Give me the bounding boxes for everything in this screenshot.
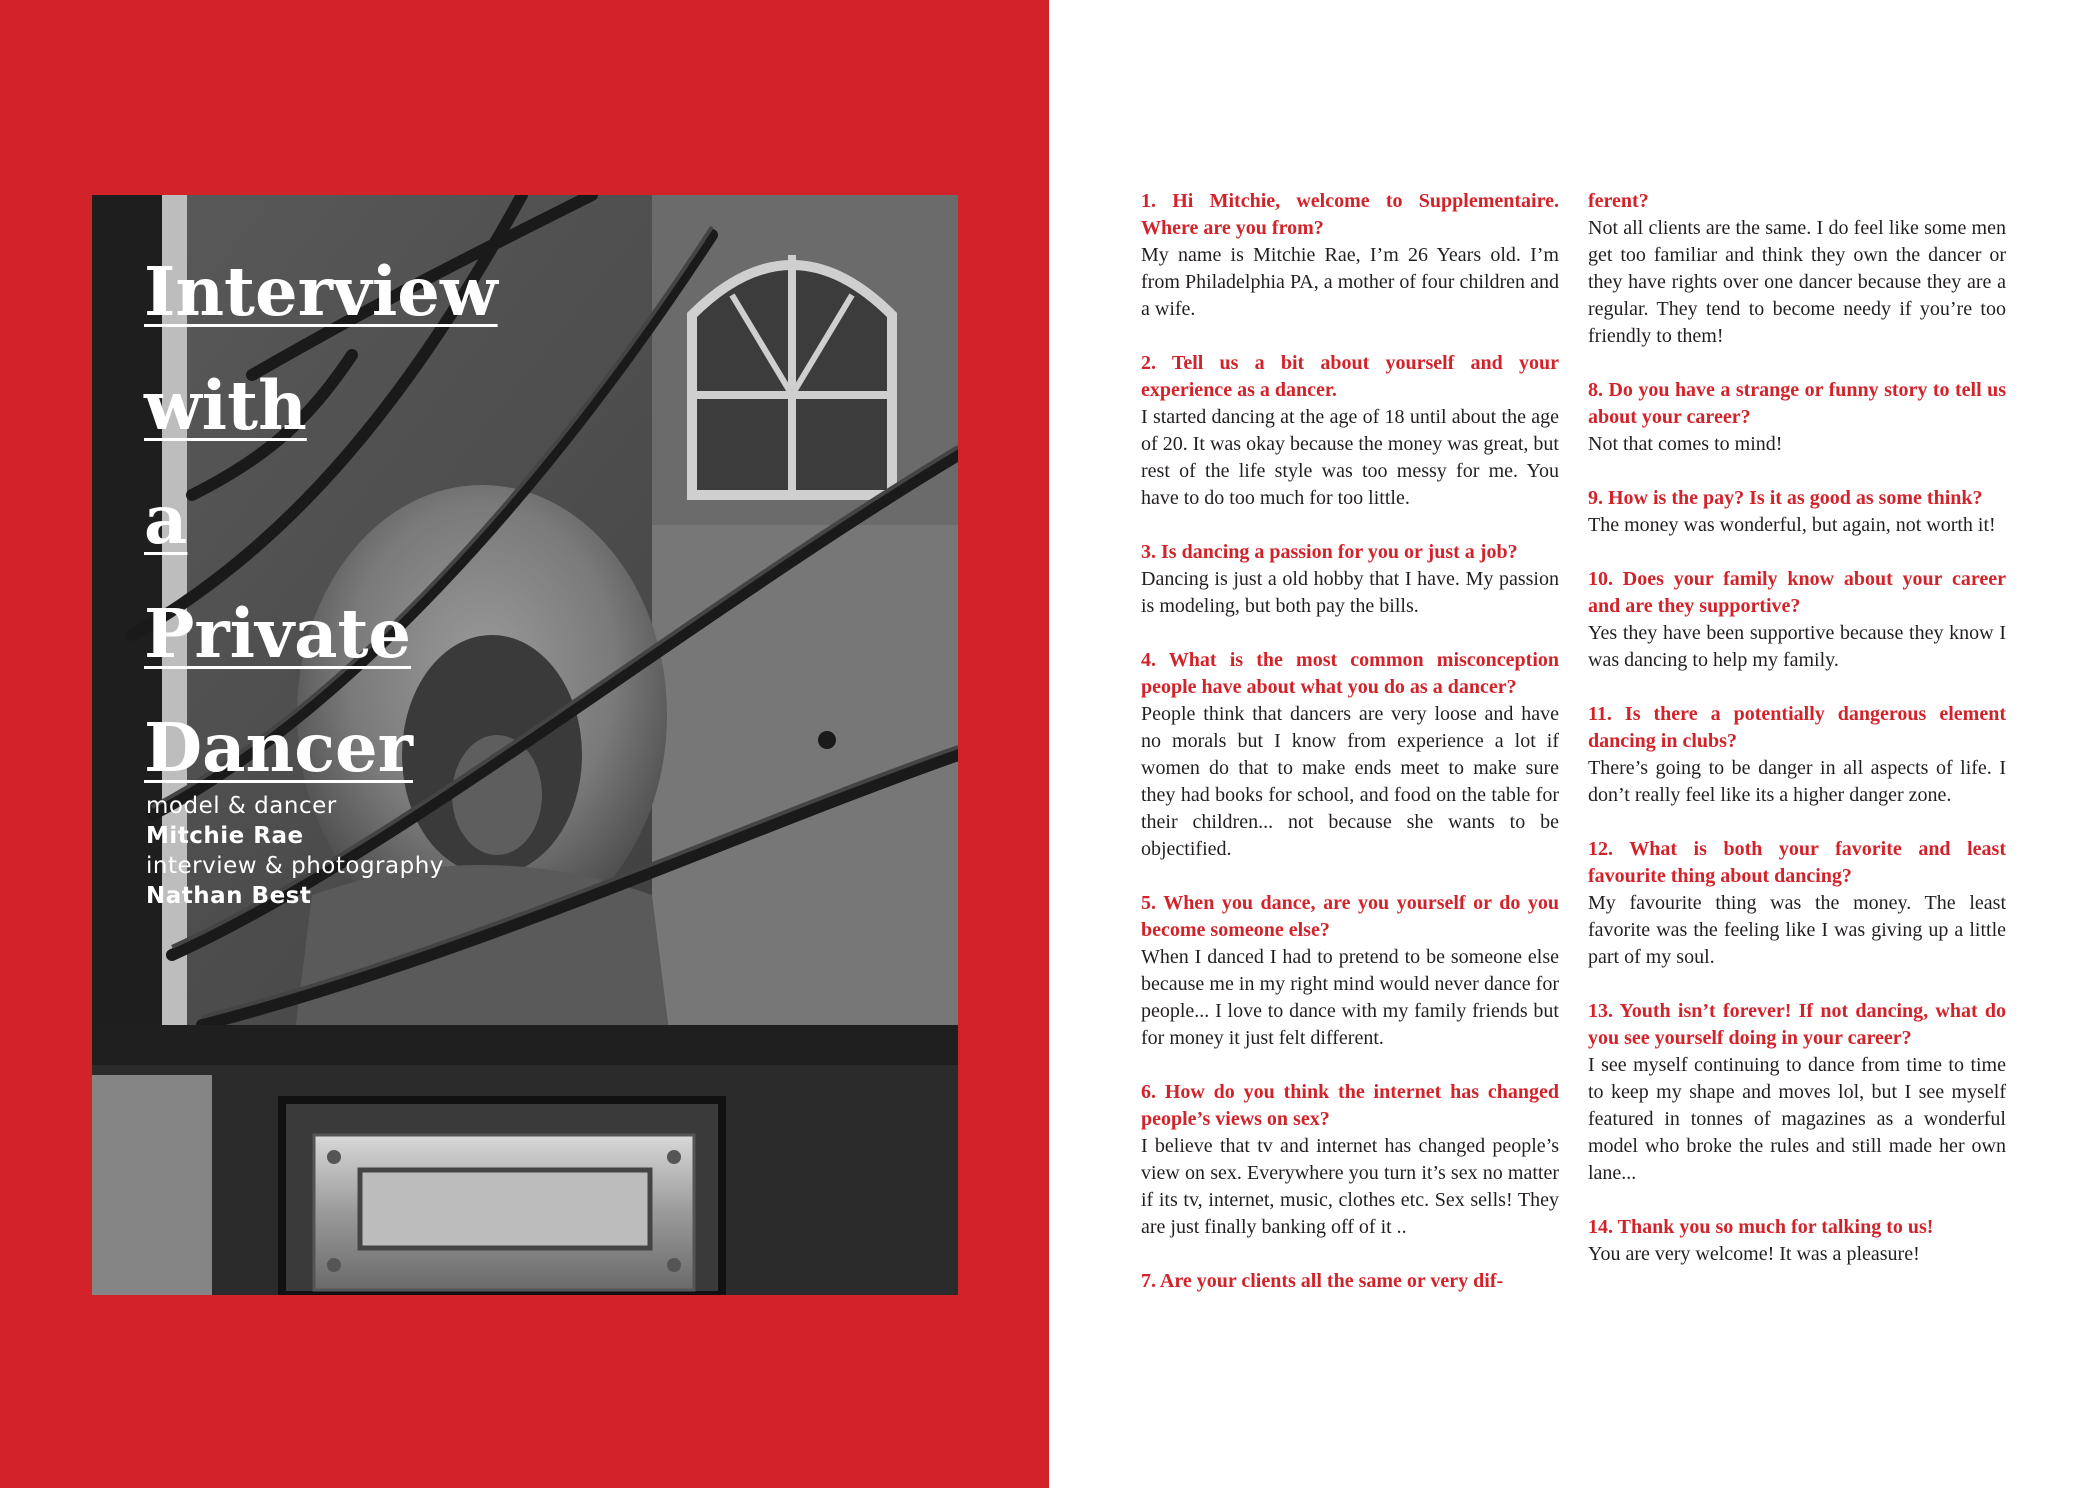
answer: I started dancing at the age of 18 until about the age of 20. It was okay because the money was great, but rest of the life style was too messy for me. You have to do too much for too little. — [1141, 406, 1559, 509]
qa-block — [1588, 188, 2006, 350]
qa-block — [1141, 890, 1559, 1052]
title-line: Private — [144, 594, 412, 673]
qa-block — [1141, 188, 1559, 323]
answer: The money was wonderful, but again, not worth it! — [1588, 514, 1996, 536]
answer: People think that dancers are very loose and have no morals but I know from experience a lot if women do that to make ends meet to make sure they had books for school, and food on the table for their children... not because she wants to be objectified. — [1141, 703, 1559, 860]
answer: I believe that tv and internet has changed people’s view on sex. Everywhere you turn it’s sex no matter if its tv, internet, music, clothes etc. Sex sells! They are just finally banking off of it .. — [1141, 1135, 1559, 1238]
question: 11. Is there a potentially dangerous element dancing in clubs? — [1588, 703, 2006, 752]
question: 1. Hi Mitchie, welcome to Supplementaire. Where are you from? — [1141, 190, 1559, 239]
question: 9. How is the pay? Is it as good as some think? — [1588, 487, 1983, 509]
qa-block — [1141, 539, 1559, 620]
question: 8. Do you have a strange or funny story to tell us about your career? — [1588, 379, 2006, 428]
question: 14. Thank you so much for talking to us! — [1588, 1216, 1934, 1238]
question: 10. Does your family know about your career and are they supportive? — [1588, 568, 2006, 617]
qa-block — [1141, 1079, 1559, 1241]
qa-block — [1141, 647, 1559, 863]
credit-name: Mitchie Rae — [146, 823, 304, 849]
answer: I see myself continuing to dance from time to time to keep my shape and moves lol, but I see myself featured in tonnes of magazines as a wonderful model who broke the rules and still made her own lane... — [1588, 1054, 2006, 1184]
qa-block — [1588, 485, 2006, 539]
question: 7. Are your clients all the same or very dif- — [1141, 1270, 1504, 1292]
qa-block — [1588, 998, 2006, 1187]
question: ferent? — [1588, 190, 1649, 212]
answer: There’s going to be danger in all aspects of life. I don’t really feel like its a higher danger zone. — [1588, 757, 2006, 806]
credit-name: Nathan Best — [146, 883, 312, 909]
answer: Not all clients are the same. I do feel like some men get too familiar and think they own the dancer or they have rights over one dancer because they are a regular. They tend to become needy if you’re too friendly to them! — [1588, 217, 2006, 347]
interview-column-left — [1141, 188, 1559, 1322]
interview-column-right — [1588, 188, 2006, 1295]
title-line: Interview — [144, 252, 498, 331]
cover-title — [144, 235, 498, 805]
question: 2. Tell us a bit about yourself and your experience as a dancer. — [1141, 352, 1559, 401]
answer: Not that comes to mind! — [1588, 433, 1783, 455]
answer: My favourite thing was the money. The least favorite was the feeling like I was giving up a little part of my soul. — [1588, 892, 2006, 968]
answer: My name is Mitchie Rae, I’m 26 Years old. I’m from Philadelphia PA, a mother of four children and a wife. — [1141, 244, 1559, 320]
qa-block — [1588, 377, 2006, 458]
question: 6. How do you think the internet has changed people’s views on sex? — [1141, 1081, 1559, 1130]
question: 12. What is both your favorite and least favourite thing about dancing? — [1588, 838, 2006, 887]
qa-block — [1141, 350, 1559, 512]
credit-role: interview & photography — [146, 853, 444, 879]
question: 4. What is the most common misconception people have about what you do as a dancer? — [1141, 649, 1559, 698]
question: 5. When you dance, are you yourself or do you become someone else? — [1141, 892, 1559, 941]
answer: You are very welcome! It was a pleasure! — [1588, 1243, 1920, 1265]
question: 13. Youth isn’t forever! If not dancing, what do you see yourself doing in your career? — [1588, 1000, 2006, 1049]
qa-block — [1588, 701, 2006, 809]
title-line: a — [144, 480, 188, 559]
qa-block — [1141, 1268, 1559, 1295]
title-line: with — [144, 366, 307, 445]
cover-photo — [92, 195, 958, 1295]
question: 3. Is dancing a passion for you or just a job? — [1141, 541, 1518, 563]
qa-block — [1588, 836, 2006, 971]
answer: Dancing is just a old hobby that I have. My passion is modeling, but both pay the bills. — [1141, 568, 1559, 617]
credit-role: model & dancer — [146, 793, 337, 819]
qa-block — [1588, 1214, 2006, 1268]
answer: When I danced I had to pretend to be someone else because me in my right mind would never dance for people... I love to dance with my family friends but for money it just felt different. — [1141, 946, 1559, 1049]
cover-credits — [146, 791, 444, 911]
answer: Yes they have been supportive because they know I was dancing to help my family. — [1588, 622, 2006, 671]
qa-block — [1588, 566, 2006, 674]
title-line: Dancer — [144, 708, 413, 787]
